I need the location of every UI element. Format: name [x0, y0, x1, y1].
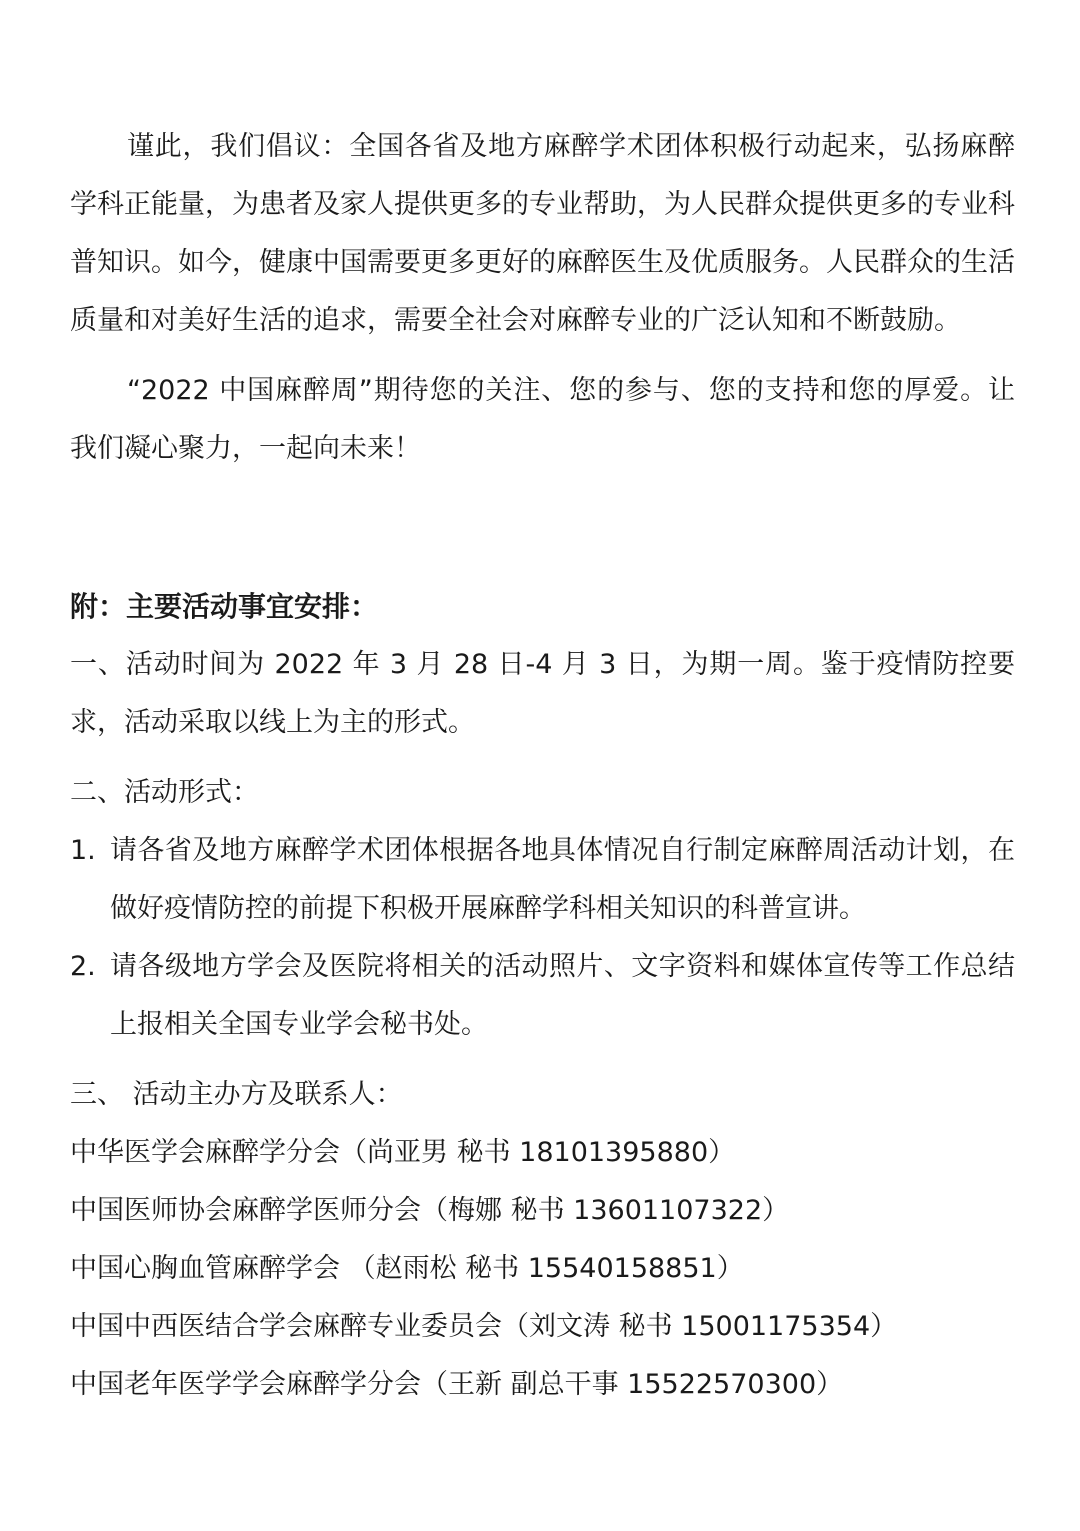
document-page	[70, 118, 1015, 1414]
list-number: 1.	[70, 835, 96, 866]
appendix-heading: 附：主要活动事宜安排：	[70, 590, 379, 623]
list-number: 2.	[70, 951, 96, 982]
contact-line: 中国心胸血管麻醉学会 （赵雨松 秘书 15540158851）	[70, 1253, 744, 1284]
list-item	[70, 822, 1015, 938]
section-time: 一、活动时间为 2022 年 3 月 28 日-4 月 3 日，为期一周。鉴于疫情防控要求，活动采取以线上为主的形式。	[70, 649, 1015, 738]
list-text: 请各级地方学会及医院将相关的活动照片、文字资料和媒体宣传等工作总结上报相关全国专业学会秘书处。	[110, 951, 1015, 1040]
spacer	[70, 1054, 1015, 1066]
contact-line: 中国老年医学学会麻醉学分会（王新 副总干事 15522570300）	[70, 1369, 844, 1400]
appeal-paragraph: 谨此，我们倡议：全国各省及地方麻醉学术团体积极行动起来，弘扬麻醉学科正能量，为患者及家人提供更多的专业帮助，为人民群众提供更多的专业科普知识。如今，健康中国需要更多更好的麻醉医生及优质服务。人民群众的生活质量和对美好生活的追求，需要全社会对麻醉专业的广泛认知和不断鼓励。	[70, 131, 1015, 336]
contact-line: 中国医师协会麻醉学医师分会（梅娜 秘书 13601107322）	[70, 1195, 790, 1226]
contact-line: 中国中西医结合学会麻醉专业委员会（刘文涛 秘书 15001175354）	[70, 1311, 898, 1342]
closing-paragraph: “2022 中国麻醉周”期待您的关注、您的参与、您的支持和您的厚爱。让我们凝心聚力，一起向未来！	[70, 375, 1015, 464]
contact-line: 中华医学会麻醉学分会（尚亚男 秘书 18101395880）	[70, 1137, 736, 1168]
spacer	[70, 752, 1015, 764]
list-text: 请各省及地方麻醉学术团体根据各地具体情况自行制定麻醉周活动计划，在做好疫情防控的前提下积极开展麻醉学科相关知识的科普宣讲。	[110, 835, 1015, 924]
spacer	[70, 350, 1015, 362]
list-item	[70, 938, 1015, 1054]
spacer	[70, 478, 1015, 578]
section-form-title: 二、活动形式：	[70, 777, 259, 808]
section-organizers-title: 三、 活动主办方及联系人：	[70, 1079, 403, 1110]
